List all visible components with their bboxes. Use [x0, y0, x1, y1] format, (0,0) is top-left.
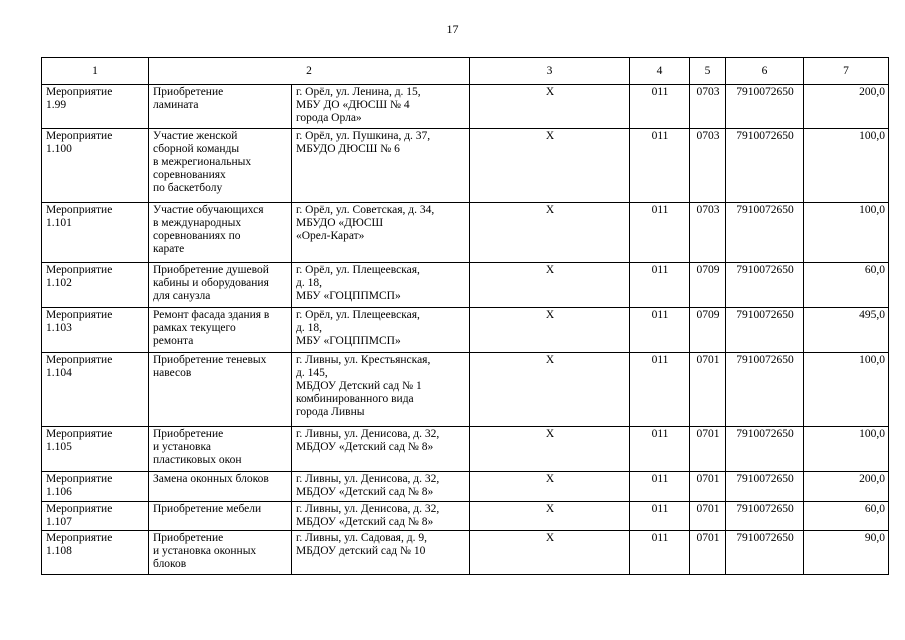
cell-col4: 011	[630, 472, 690, 502]
cell-col6: 7910072650	[726, 203, 804, 263]
cell-activity: Мероприятие 1.106	[42, 472, 149, 502]
cell-col4: 011	[630, 85, 690, 129]
cell-col4: 011	[630, 129, 690, 203]
cell-col3: Х	[470, 308, 630, 353]
table-row	[42, 531, 889, 575]
table-row	[42, 427, 889, 472]
cell-amount: 100,0	[804, 353, 889, 427]
table-row	[42, 85, 889, 129]
cell-col6: 7910072650	[726, 502, 804, 531]
cell-col3: Х	[470, 531, 630, 575]
cell-address: г. Ливны, ул. Денисова, д. 32, МБДОУ «Детский сад № 8»	[292, 502, 470, 531]
cell-col3: Х	[470, 129, 630, 203]
cell-col5: 0703	[690, 203, 726, 263]
cell-col4: 011	[630, 308, 690, 353]
cell-amount: 60,0	[804, 263, 889, 308]
cell-address: г. Ливны, ул. Денисова, д. 32, МБДОУ «Детский сад № 8»	[292, 427, 470, 472]
table-row	[42, 263, 889, 308]
cell-col6: 7910072650	[726, 263, 804, 308]
cell-col5: 0709	[690, 308, 726, 353]
cell-col4: 011	[630, 531, 690, 575]
cell-col6: 7910072650	[726, 129, 804, 203]
table-body	[42, 85, 889, 575]
cell-amount: 100,0	[804, 427, 889, 472]
cell-col6: 7910072650	[726, 472, 804, 502]
column-header-6: 6	[726, 58, 804, 85]
cell-address: г. Орёл, ул. Плещеевская, д. 18, МБУ «ГОЦППМСП»	[292, 308, 470, 353]
cell-col5: 0701	[690, 353, 726, 427]
column-header-2: 2	[149, 58, 470, 85]
column-header-5: 5	[690, 58, 726, 85]
cell-activity: Мероприятие 1.107	[42, 502, 149, 531]
cell-col6: 7910072650	[726, 427, 804, 472]
cell-col5: 0701	[690, 427, 726, 472]
cell-col5: 0709	[690, 263, 726, 308]
cell-description: Приобретение теневых навесов	[149, 353, 292, 427]
cell-description: Приобретение и установка пластиковых окон	[149, 427, 292, 472]
page-number: 17	[446, 22, 459, 36]
cell-address: г. Ливны, ул. Крестьянская, д. 145, МБДОУ Детский сад № 1 комбинированного вида города Ливны	[292, 353, 470, 427]
cell-description: Ремонт фасада здания в рамках текущего ремонта	[149, 308, 292, 353]
cell-col4: 011	[630, 263, 690, 308]
cell-col3: Х	[470, 353, 630, 427]
cell-activity: Мероприятие 1.102	[42, 263, 149, 308]
cell-description: Приобретение душевой кабины и оборудования для санузла	[149, 263, 292, 308]
cell-amount: 90,0	[804, 531, 889, 575]
cell-col3: Х	[470, 427, 630, 472]
cell-activity: Мероприятие 1.105	[42, 427, 149, 472]
cell-description: Участие женской сборной команды в межрегиональных соревнованиях по баскетболу	[149, 129, 292, 203]
cell-col3: Х	[470, 263, 630, 308]
table-header-row	[42, 58, 889, 85]
cell-address: г. Ливны, ул. Денисова, д. 32, МБДОУ «Детский сад № 8»	[292, 472, 470, 502]
column-header-1: 1	[42, 58, 149, 85]
cell-col4: 011	[630, 353, 690, 427]
cell-description: Замена оконных блоков	[149, 472, 292, 502]
cell-description: Приобретение и установка оконных блоков	[149, 531, 292, 575]
cell-amount: 200,0	[804, 85, 889, 129]
cell-amount: 100,0	[804, 203, 889, 263]
column-header-7: 7	[804, 58, 889, 85]
table-row	[42, 472, 889, 502]
cell-col5: 0701	[690, 531, 726, 575]
column-header-4: 4	[630, 58, 690, 85]
cell-col6: 7910072650	[726, 85, 804, 129]
cell-col4: 011	[630, 502, 690, 531]
cell-col4: 011	[630, 427, 690, 472]
cell-col6: 7910072650	[726, 531, 804, 575]
cell-description: Участие обучающихся в международных соревнованиях по карате	[149, 203, 292, 263]
cell-col5: 0703	[690, 85, 726, 129]
cell-description: Приобретение мебели	[149, 502, 292, 531]
cell-col6: 7910072650	[726, 353, 804, 427]
cell-address: г. Орёл, ул. Советская, д. 34, МБУДО «ДЮСШ «Орел-Карат»	[292, 203, 470, 263]
cell-col5: 0701	[690, 502, 726, 531]
cell-activity: Мероприятие 1.108	[42, 531, 149, 575]
cell-col5: 0701	[690, 472, 726, 502]
cell-address: г. Орёл, ул. Ленина, д. 15, МБУ ДО «ДЮСШ № 4 города Орла»	[292, 85, 470, 129]
cell-amount: 495,0	[804, 308, 889, 353]
cell-amount: 200,0	[804, 472, 889, 502]
cell-col3: Х	[470, 472, 630, 502]
cell-activity: Мероприятие 1.100	[42, 129, 149, 203]
activities-table	[41, 57, 889, 575]
cell-activity: Мероприятие 1.103	[42, 308, 149, 353]
cell-col6: 7910072650	[726, 308, 804, 353]
cell-address: г. Орёл, ул. Пушкина, д. 37, МБУДО ДЮСШ № 6	[292, 129, 470, 203]
cell-description: Приобретение ламината	[149, 85, 292, 129]
cell-address: г. Ливны, ул. Садовая, д. 9, МБДОУ детский сад № 10	[292, 531, 470, 575]
cell-col3: Х	[470, 85, 630, 129]
table-row	[42, 353, 889, 427]
cell-col3: Х	[470, 203, 630, 263]
cell-col5: 0703	[690, 129, 726, 203]
table-row	[42, 203, 889, 263]
cell-activity: Мероприятие 1.101	[42, 203, 149, 263]
cell-col3: Х	[470, 502, 630, 531]
cell-amount: 60,0	[804, 502, 889, 531]
cell-amount: 100,0	[804, 129, 889, 203]
table-row	[42, 308, 889, 353]
cell-address: г. Орёл, ул. Плещеевская, д. 18, МБУ «ГОЦППМСП»	[292, 263, 470, 308]
column-header-3: 3	[470, 58, 630, 85]
table-row	[42, 129, 889, 203]
cell-activity: Мероприятие 1.104	[42, 353, 149, 427]
cell-activity: Мероприятие 1.99	[42, 85, 149, 129]
table-row	[42, 502, 889, 531]
cell-col4: 011	[630, 203, 690, 263]
